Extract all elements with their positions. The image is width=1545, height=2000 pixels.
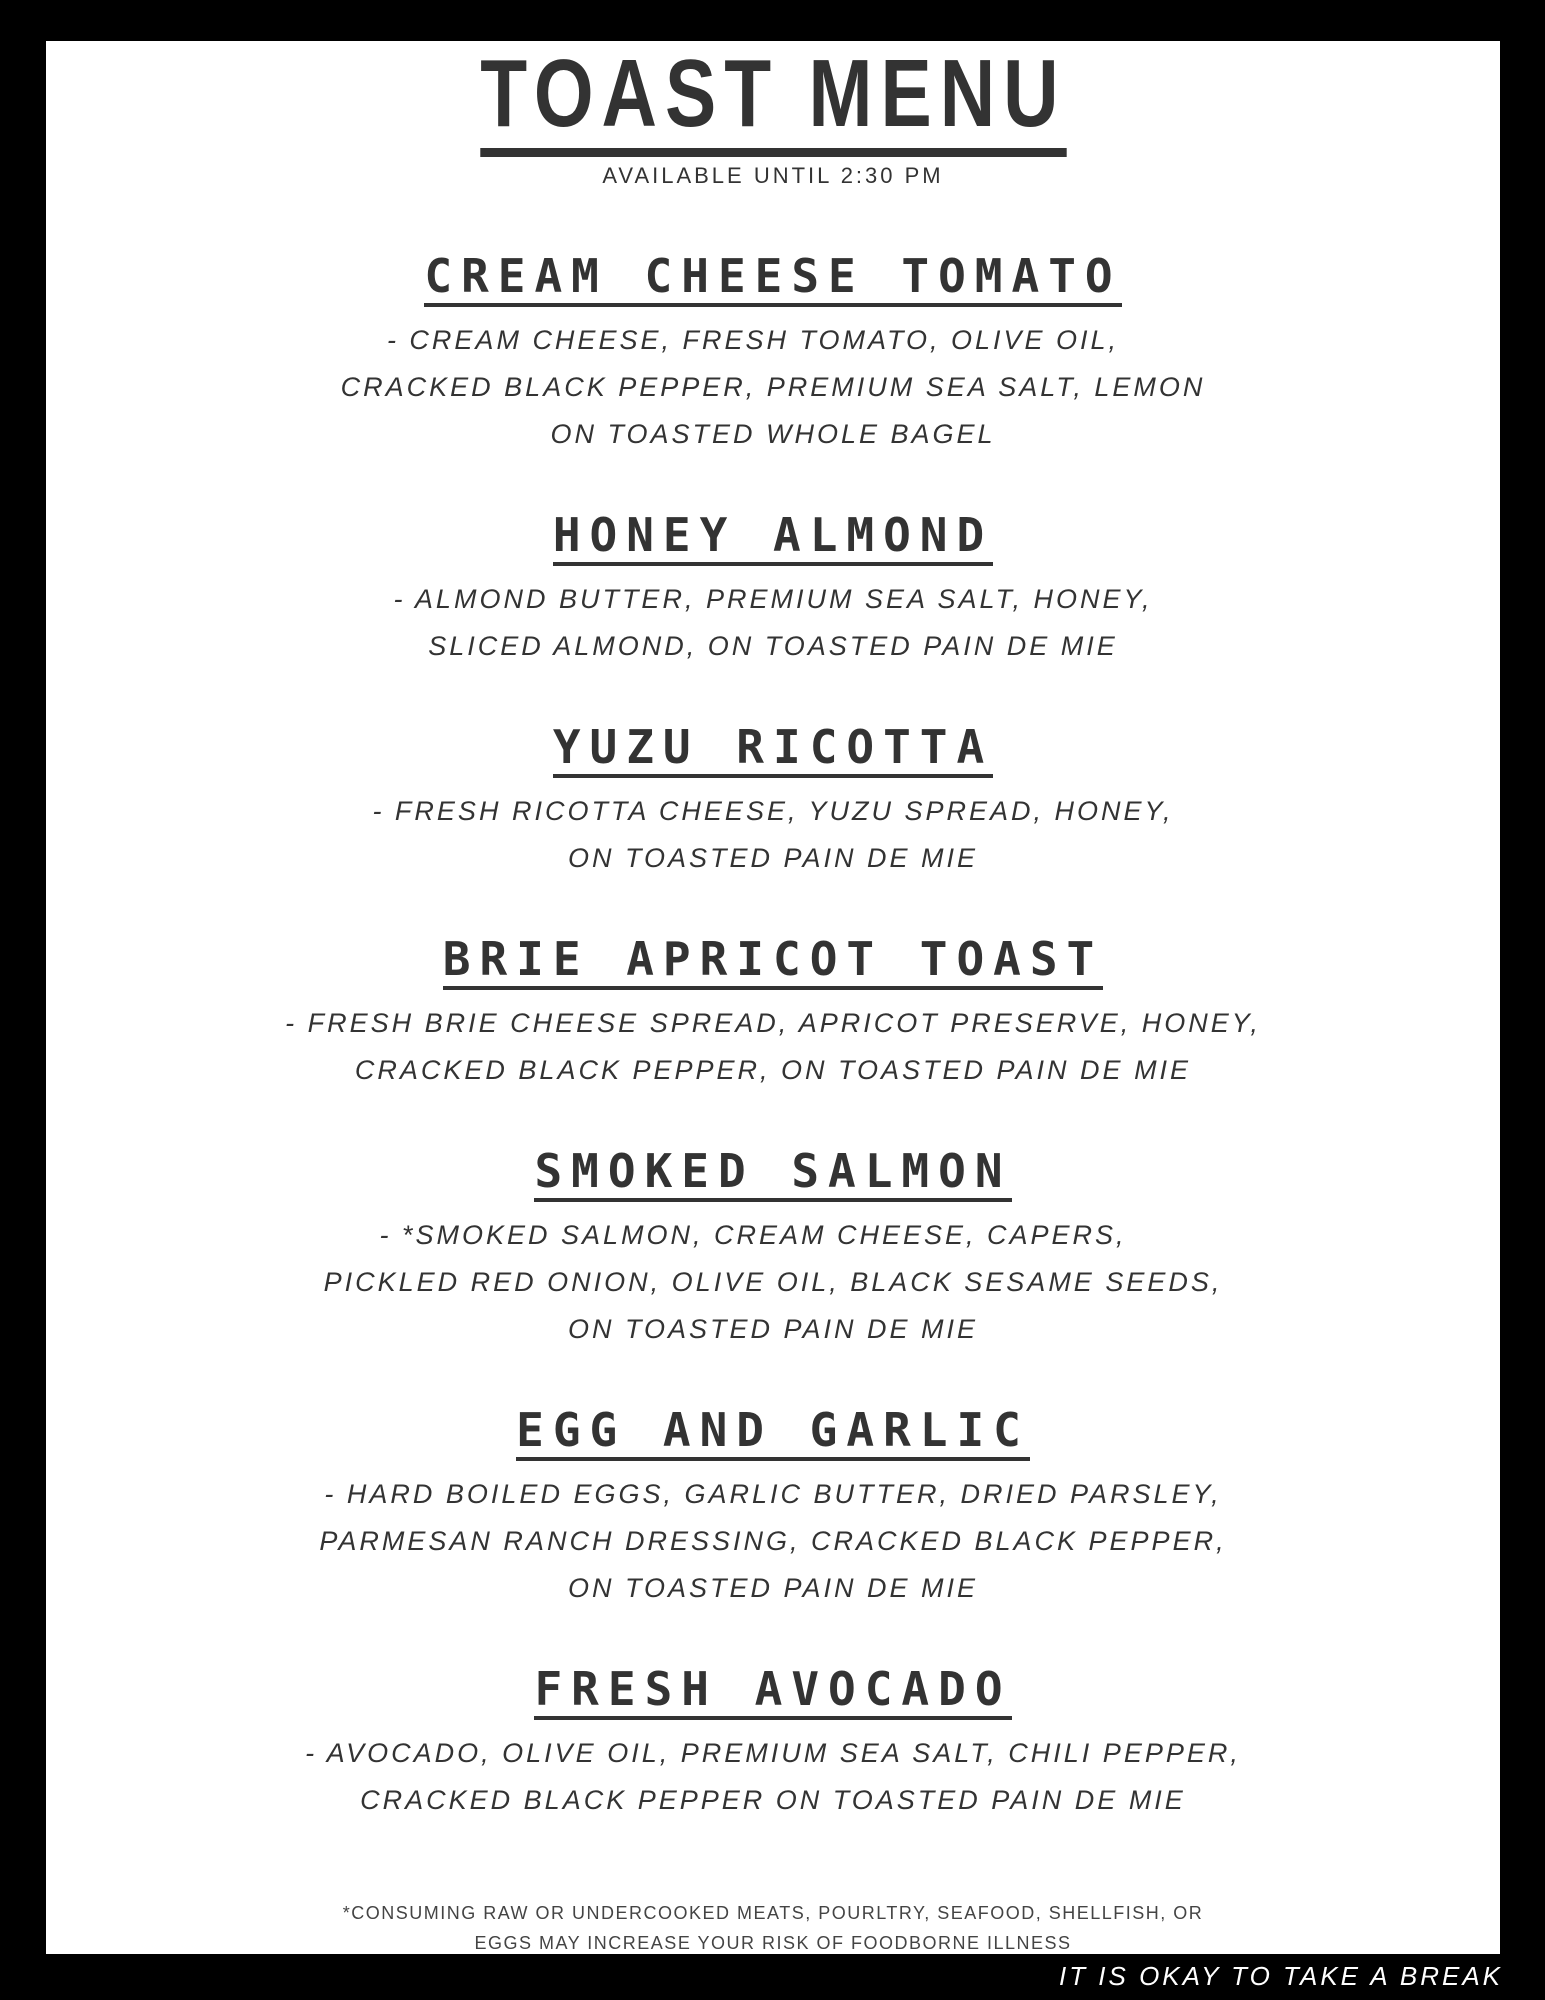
description-line: CRACKED BLACK PEPPER, PREMIUM SEA SALT, LEMON bbox=[340, 372, 1206, 402]
menu-item-smoked-salmon bbox=[46, 1146, 1500, 1353]
description-line: - FRESH BRIE CHEESE SPREAD, APRICOT PRESERVE, HONEY, bbox=[285, 1008, 1261, 1038]
menu-item-title: FRESH AVOCADO bbox=[534, 1664, 1011, 1720]
menu-item-title: BRIE APRICOT TOAST bbox=[443, 934, 1104, 990]
menu-item-brie-apricot-toast bbox=[46, 934, 1500, 1094]
menu-item-title: CREAM CHEESE TOMATO bbox=[424, 251, 1121, 307]
tagline: IT IS OKAY TO TAKE A BREAK bbox=[1058, 1961, 1503, 1991]
description-line: CRACKED BLACK PEPPER, ON TOASTED PAIN DE MIE bbox=[354, 1055, 1192, 1085]
description-line: - *SMOKED SALMON, CREAM CHEESE, CAPERS, bbox=[379, 1220, 1127, 1250]
menu-item-title: SMOKED SALMON bbox=[534, 1146, 1011, 1202]
food-safety-footnote bbox=[46, 1898, 1500, 1958]
menu-page bbox=[46, 41, 1500, 1954]
menu-item-description bbox=[46, 1000, 1500, 1094]
footnote-line: EGGS MAY INCREASE YOUR RISK OF FOODBORNE ILLNESS bbox=[474, 1933, 1072, 1953]
description-line: ON TOASTED PAIN DE MIE bbox=[567, 1573, 979, 1603]
description-line: - AVOCADO, OLIVE OIL, PREMIUM SEA SALT, CHILI PEPPER, bbox=[305, 1738, 1241, 1768]
description-line: PICKLED RED ONION, OLIVE OIL, BLACK SESAME SEEDS, bbox=[323, 1267, 1223, 1297]
menu-item-title: EGG AND GARLIC bbox=[516, 1405, 1030, 1461]
menu-item-description bbox=[46, 788, 1500, 882]
menu-item-cream-cheese-tomato bbox=[46, 251, 1500, 458]
description-line: - FRESH RICOTTA CHEESE, YUZU SPREAD, HONEY, bbox=[372, 796, 1174, 826]
menu-item-description bbox=[46, 1212, 1500, 1353]
menu-item-description bbox=[46, 1730, 1500, 1824]
menu-item-honey-almond bbox=[46, 510, 1500, 670]
availability-note: AVAILABLE UNTIL 2:30 PM bbox=[602, 163, 944, 188]
footnote-line: *CONSUMING RAW OR UNDERCOOKED MEATS, POURLTRY, SEAFOOD, SHELLFISH, OR bbox=[342, 1903, 1204, 1923]
page-title: TOAST MENU bbox=[480, 46, 1066, 157]
description-line: ON TOASTED WHOLE BAGEL bbox=[550, 419, 996, 449]
description-line: - HARD BOILED EGGS, GARLIC BUTTER, DRIED PARSLEY, bbox=[324, 1479, 1222, 1509]
menu-item-title: HONEY ALMOND bbox=[553, 510, 993, 566]
menu-header bbox=[46, 40, 1500, 189]
description-line: PARMESAN RANCH DRESSING, CRACKED BLACK PEPPER, bbox=[319, 1526, 1227, 1556]
menu-item-title: YUZU RICOTTA bbox=[553, 722, 993, 778]
menu-item-fresh-avocado bbox=[46, 1664, 1500, 1824]
menu-item-description bbox=[46, 317, 1500, 458]
description-line: SLICED ALMOND, ON TOASTED PAIN DE MIE bbox=[428, 631, 1118, 661]
description-line: CRACKED BLACK PEPPER ON TOASTED PAIN DE MIE bbox=[360, 1785, 1186, 1815]
menu-item-egg-and-garlic bbox=[46, 1405, 1500, 1612]
description-line: ON TOASTED PAIN DE MIE bbox=[567, 843, 979, 873]
menu-item-description bbox=[46, 1471, 1500, 1612]
menu-item-yuzu-ricotta bbox=[46, 722, 1500, 882]
menu-item-description bbox=[46, 576, 1500, 670]
description-line: - CREAM CHEESE, FRESH TOMATO, OLIVE OIL, bbox=[386, 325, 1120, 355]
description-line: - ALMOND BUTTER, PREMIUM SEA SALT, HONEY, bbox=[393, 584, 1153, 614]
description-line: ON TOASTED PAIN DE MIE bbox=[567, 1314, 979, 1344]
